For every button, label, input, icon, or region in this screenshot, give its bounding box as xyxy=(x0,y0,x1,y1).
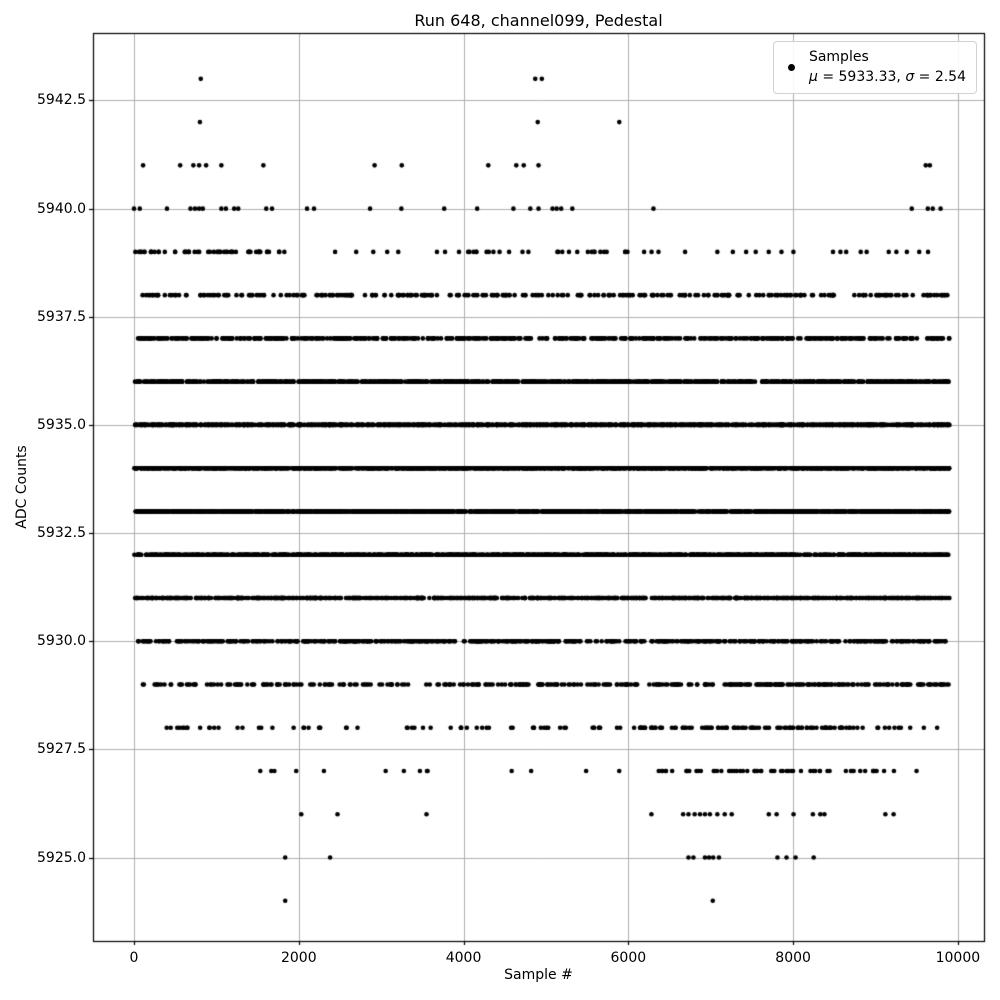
plot-title: Run 648, channel099, Pedestal xyxy=(414,11,663,30)
legend xyxy=(773,41,977,94)
sigma-symbol: σ xyxy=(905,69,915,86)
y-tick-label: 5925.0 xyxy=(37,849,86,866)
y-tick-label: 5942.5 xyxy=(37,92,86,109)
legend-entry-stats xyxy=(809,67,966,87)
y-tick-label: 5927.5 xyxy=(37,741,86,758)
y-tick-label: 5940.0 xyxy=(37,200,86,217)
y-tick-label: 5937.5 xyxy=(37,308,86,325)
y-tick-label: 5930.0 xyxy=(37,633,86,650)
x-axis-label: Sample # xyxy=(504,967,573,983)
mu-symbol: μ xyxy=(808,69,818,86)
y-tick-label: 5935.0 xyxy=(37,416,86,433)
legend-text xyxy=(809,47,966,88)
x-tick-label: 6000 xyxy=(610,950,647,966)
legend-marker-dot-icon xyxy=(788,64,795,71)
sigma-value: = 2.54 xyxy=(914,69,966,86)
legend-entry-samples: Samples xyxy=(808,49,869,65)
x-tick-label: 8000 xyxy=(775,950,811,966)
y-axis-label: ADC Counts xyxy=(14,445,30,529)
x-tick-label: 0 xyxy=(129,950,139,966)
mu-value: = 5933.33, xyxy=(817,69,906,86)
x-tick-label: 4000 xyxy=(445,950,482,966)
x-tick-label: 10000 xyxy=(935,950,981,966)
x-tick-label: 2000 xyxy=(280,950,317,966)
y-tick-label: 5932.5 xyxy=(37,525,86,542)
